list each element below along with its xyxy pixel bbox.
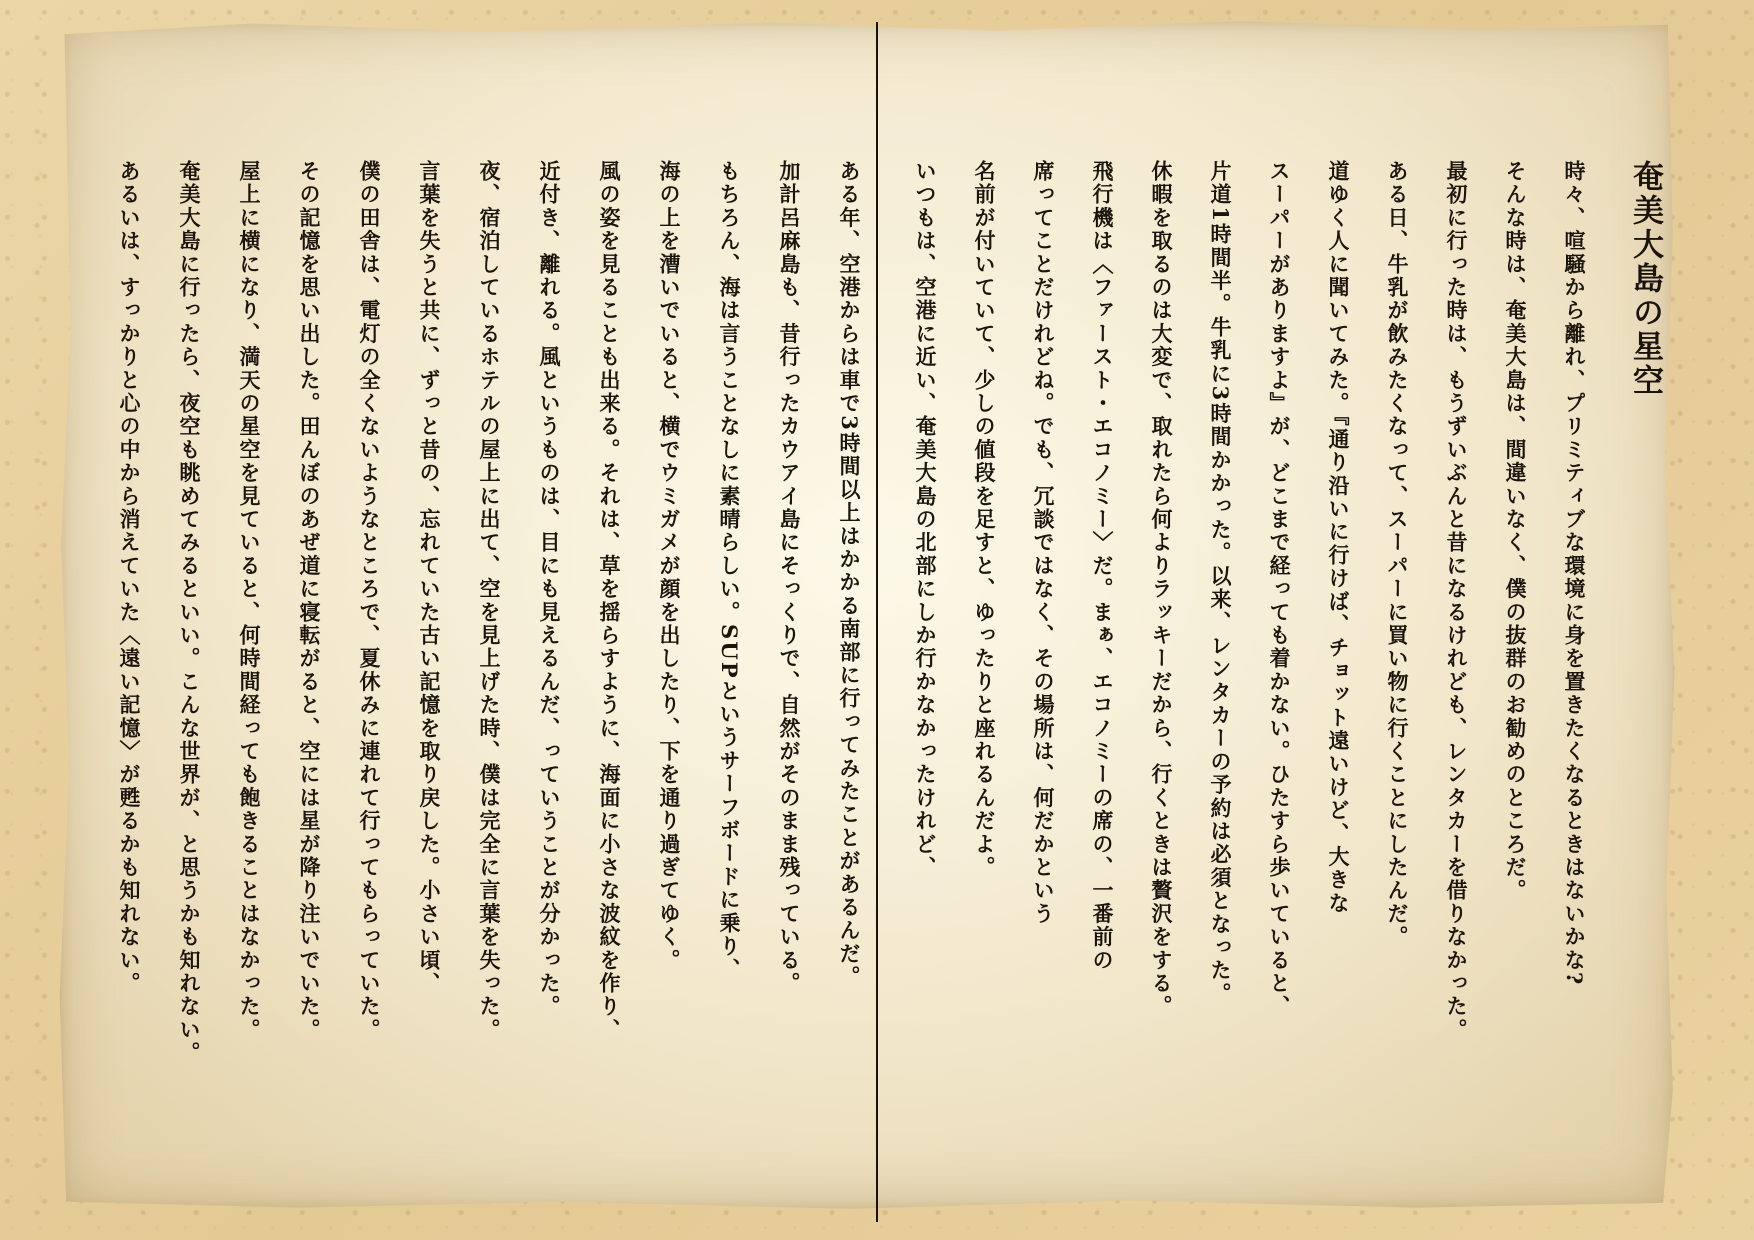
text-line: 最初に行った時は、もうずいぶんと昔になるけれども、レンタカーを借りなかった。 xyxy=(1444,160,1469,1042)
text-line: 席ってことだけれどね。でも、冗談ではなく、その場所は、何だかという xyxy=(1031,160,1056,926)
text-line: 僕の田舎は、電灯の全くないようなところで、夏休みに連れて行ってもらっていた。 xyxy=(357,160,382,1042)
text-line: 名前が付いていて、少しの値段を足すと、ゆったりと座れるんだよ。 xyxy=(972,160,997,880)
text-line: もちろん、海は言うことなしに素晴らしい。SUPというサーフボードに乗り、 xyxy=(717,160,742,982)
text-line: 加計呂麻島も、昔行ったカウアイ島にそっくりで、自然がそのまま残っている。 xyxy=(777,160,802,996)
text-line: 休暇を取るのは大変で、取れたら何よりラッキーだから、行くときは贅沢をする。 xyxy=(1149,160,1174,1019)
text-line: ある日、牛乳が飲みたくなって、スーパーに買い物に行くことにしたんだ。 xyxy=(1385,160,1410,949)
text-line: 屋上に横になり、満天の星空を見ていると、何時間経っても飽きることはなかった。 xyxy=(237,160,262,1042)
text-line: そんな時は、奄美大島は、間違いなく、僕の抜群のお勧めのところだ。 xyxy=(1503,160,1528,903)
text-line: ある年、空港からは車で3時間以上はかかる南部に行ってみたことがあるんだ。 xyxy=(837,160,862,989)
text-line: 時々、喧騒から離れ、プリミティブな環境に身を置きたくなるときはないかな? xyxy=(1562,160,1587,987)
text-line: 道ゆく人に聞いてみた。『通り沿いに行けば、チョット遠いけど、大きな xyxy=(1326,160,1351,916)
text-line: その記憶を思い出した。田んぼのあぜ道に寝転がると、空には星が降り注いでいた。 xyxy=(297,160,322,1042)
text-line: 片道1時間半。牛乳に3時間かかった。以来、レンタカーの予約は必須となった。 xyxy=(1208,160,1233,1006)
text-line: 近付き、離れる。風というものは、目にも見えるんだ、っていうことが分かった。 xyxy=(537,160,562,1019)
text-line: 風の姿を見ることも出来る。それは、草を揺らすように、海面に小さな波紋を作り、 xyxy=(597,160,622,1042)
page-divider-line xyxy=(876,22,878,1222)
text-line: 海の上を漕いでいると、横でウミガメが顔を出したり、下を通り過ぎてゆく。 xyxy=(657,160,682,972)
text-line: 奄美大島に行ったら、夜空も眺めてみるといい。こんな世界が、と思うかも知れない。 xyxy=(177,160,202,1065)
right-page-text xyxy=(880,160,1663,1060)
text-line: スーパーがありますよ』が、どこまで経っても着かない。ひたすら歩いていると、 xyxy=(1267,160,1292,1019)
text-line: 言葉を失うと共に、ずっと昔の、忘れていた古い記憶を取り戻した。小さい頃、 xyxy=(417,160,442,996)
essay-title: 奄美大島の星空 xyxy=(1627,160,1663,398)
text-line: 夜、宿泊しているホテルの屋上に出て、空を見上げた時、僕は完全に言葉を失った。 xyxy=(477,160,502,1042)
text-line: いつもは、空港に近い、奄美大島の北部にしか行かなかったけれど、 xyxy=(913,160,938,880)
text-line: あるいは、すっかりと心の中から消えていた〈遠い記憶〉が甦るかも知れない。 xyxy=(117,160,142,996)
left-page-text xyxy=(80,160,862,1065)
text-line: 飛行機は〈ファースト・エコノミー〉だ。まぁ、エコノミーの席の、一番前の xyxy=(1090,160,1115,972)
